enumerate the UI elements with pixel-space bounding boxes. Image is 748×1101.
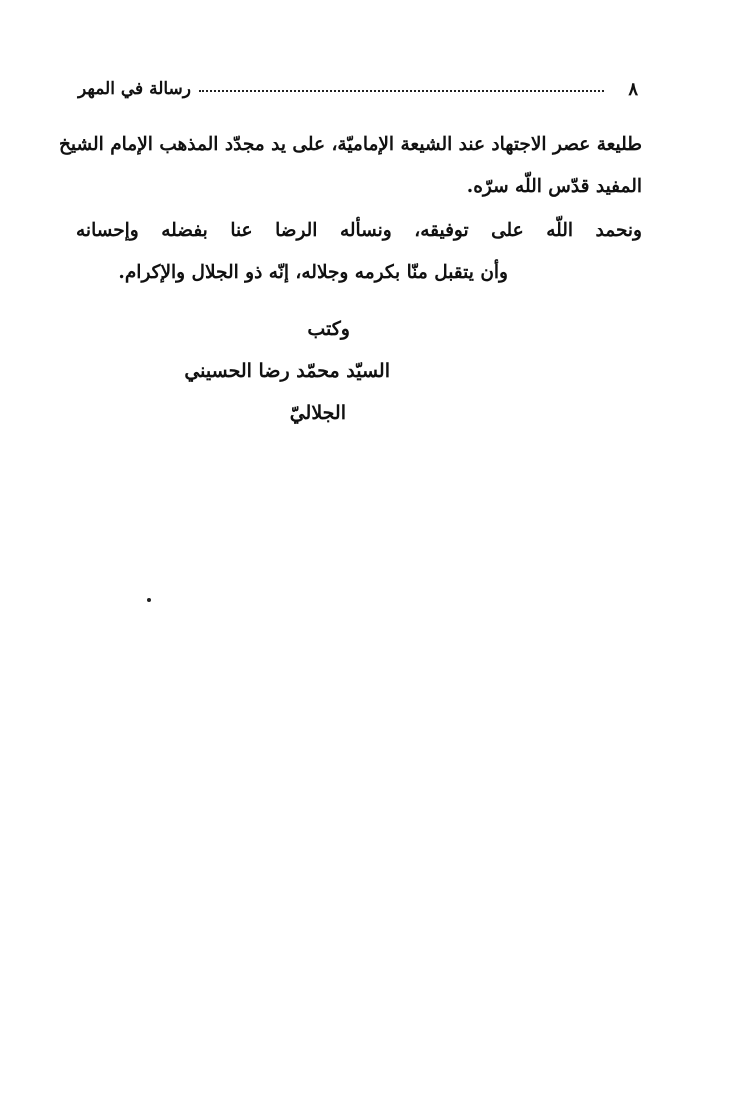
text-line: المفيد قدّس اللّه سرّه.: [466, 176, 642, 197]
running-title: رسالة في المهر: [78, 79, 192, 99]
running-header: [78, 76, 638, 102]
text-line: طليعة عصر الاجتهاد عند الشيعة الإماميّة، على يد مجدّد المذهب الإمام الشيخ: [58, 134, 642, 155]
page-number: ٨: [628, 78, 638, 100]
text-line: ونحمد اللّه على توفيقه، ونسأله الرضا عنا بفضله وإحسانه: [76, 220, 642, 241]
signature-wrote: وكتب: [307, 318, 350, 340]
dot-leader: [199, 90, 604, 92]
body-text: [58, 124, 642, 294]
signature-name: السيّد محمّد رضا الحسيني: [184, 360, 390, 382]
text-line: وأن يتقبل منّا بكرمه وجلاله، إنّه ذو الجلال والإكرام.: [118, 262, 508, 283]
stray-mark: [147, 598, 151, 602]
signature-nisba: الجلاليّ: [289, 402, 346, 424]
signature-block: [184, 308, 390, 434]
